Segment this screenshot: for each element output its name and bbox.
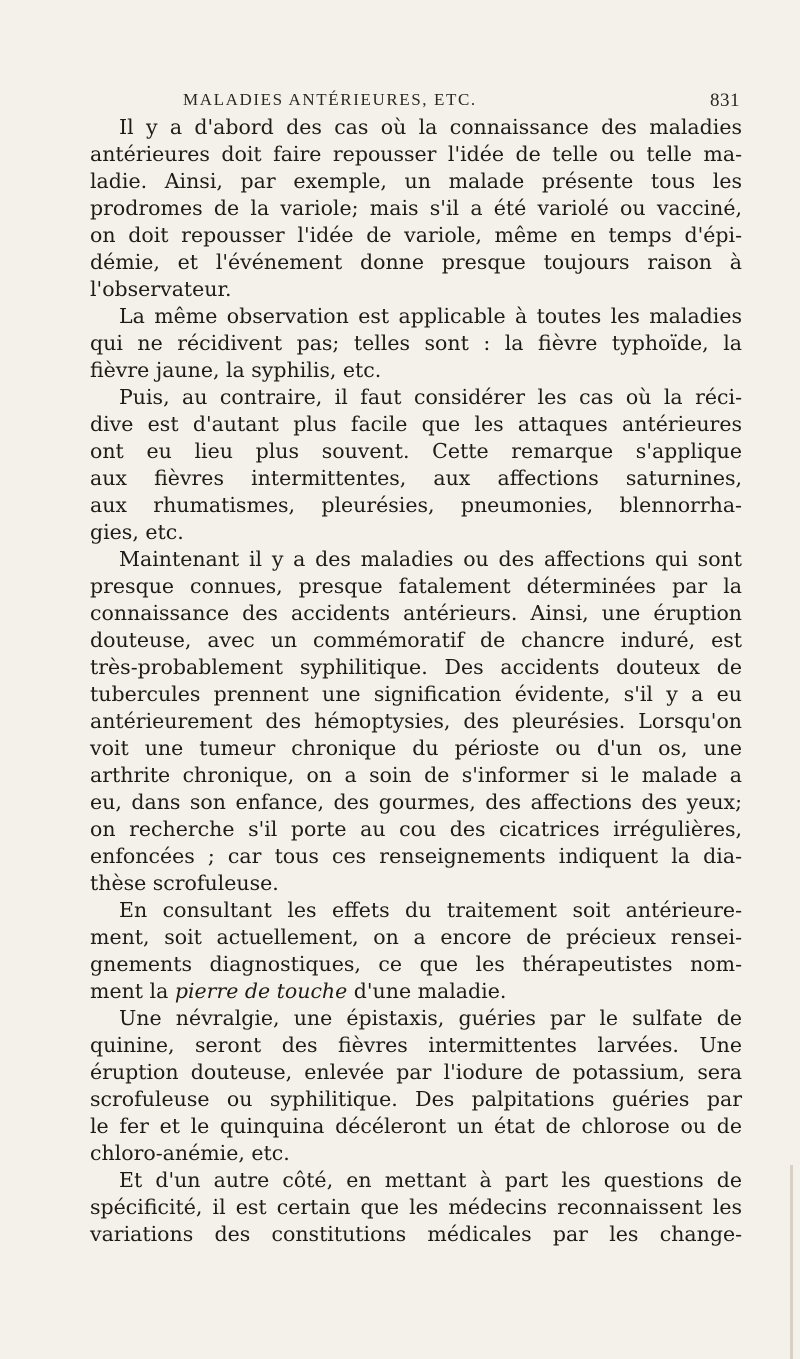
text-line: spécificité, il est certain que les médecins reconnaissent les — [90, 1195, 742, 1219]
text-line: connaissance des accidents antérieurs. Ainsi, une éruption — [90, 601, 742, 625]
text-line: Il y a d'abord des cas où la connaissance des maladies — [119, 115, 742, 139]
text-segment: d'une maladie. — [347, 979, 507, 1003]
text-line: antérieurement des hémoptysies, des pleurésies. Lorsqu'on — [90, 709, 742, 733]
text-line: on doit repousser l'idée de variole, même en temps d'épi- — [90, 223, 742, 247]
text-line: chloro-anémie, etc. — [90, 1141, 290, 1165]
text-line: très-probablement syphilitique. Des accidents douteux de — [90, 655, 742, 679]
text-line: gies, etc. — [90, 520, 184, 544]
text-line: aux rhumatismes, pleurésies, pneumonies, blennorrha- — [90, 493, 742, 517]
text-line: presque connues, presque fatalement déterminées par la — [90, 574, 742, 598]
text-line: Maintenant il y a des maladies ou des affections qui sont — [119, 547, 742, 571]
text-line: voit une tumeur chronique du périoste ou d'un os, une — [90, 736, 742, 760]
text-line: La même observation est applicable à toutes les maladies — [119, 304, 742, 328]
page-edge-shadow — [790, 1165, 793, 1359]
text-line — [90, 978, 742, 1005]
text-line: scrofuleuse ou syphilitique. Des palpitations guéries par — [90, 1087, 742, 1111]
text-line: ont eu lieu plus souvent. Cette remarque s'applique — [90, 439, 742, 463]
text-line: douteuse, avec un commémoratif de chancre induré, est — [90, 628, 742, 652]
body-text — [90, 114, 742, 1248]
text-line: qui ne récidivent pas; telles sont : la fièvre typhoïde, la — [90, 331, 742, 355]
text-line: eu, dans son enfance, des gourmes, des affections des yeux; — [90, 790, 742, 814]
text-line: antérieures doit faire repousser l'idée de telle ou telle ma- — [90, 142, 742, 166]
text-line: arthrite chronique, on a soin de s'informer si le malade a — [90, 763, 742, 787]
text-line: thèse scrofuleuse. — [90, 871, 279, 895]
text-line: tubercules prennent une signification évidente, s'il y a eu — [90, 682, 742, 706]
text-line: En consultant les effets du traitement soit antérieure- — [119, 898, 742, 922]
text-line: démie, et l'événement donne presque toujours raison à — [90, 250, 742, 274]
text-line: ladie. Ainsi, par exemple, un malade présente tous les — [90, 169, 742, 193]
text-line: Puis, au contraire, il faut considérer les cas où la réci- — [119, 385, 742, 409]
text-line: quinine, seront des fièvres intermittentes larvées. Une — [90, 1033, 742, 1057]
text-line: gnements diagnostiques, ce que les thérapeutistes nom- — [90, 952, 742, 976]
text-line: enfoncées ; car tous ces renseignements indiquent la dia- — [90, 844, 742, 868]
text-line: éruption douteuse, enlevée par l'iodure de potassium, sera — [90, 1060, 742, 1084]
text-line: Une névralgie, une épistaxis, guéries par le sulfate de — [119, 1006, 742, 1030]
text-line: ment, soit actuellement, on a encore de précieux rensei- — [90, 925, 742, 949]
text-line: l'observateur. — [90, 277, 232, 301]
text-segment: ment la — [90, 979, 175, 1003]
text-line: on recherche s'il porte au cou des cicatrices irrégulières, — [90, 817, 742, 841]
text-line: dive est d'autant plus facile que les attaques antérieures — [90, 412, 742, 436]
page-number: 831 — [710, 90, 740, 111]
text-line: Et d'un autre côté, en mettant à part les questions de — [119, 1168, 742, 1192]
text-line: variations des constitutions médicales par les change- — [90, 1222, 742, 1246]
text-line: aux fièvres intermittentes, aux affections saturnines, — [90, 466, 742, 490]
running-title: MALADIES ANTÉRIEURES, ETC. — [183, 90, 477, 109]
text-line: prodromes de la variole; mais s'il a été variolé ou vacciné, — [90, 196, 742, 220]
text-line: le fer et le quinquina décéleront un état de chlorose ou de — [90, 1114, 742, 1138]
text-line: fièvre jaune, la syphilis, etc. — [90, 358, 382, 382]
italic-phrase: pierre de touche — [174, 979, 348, 1003]
